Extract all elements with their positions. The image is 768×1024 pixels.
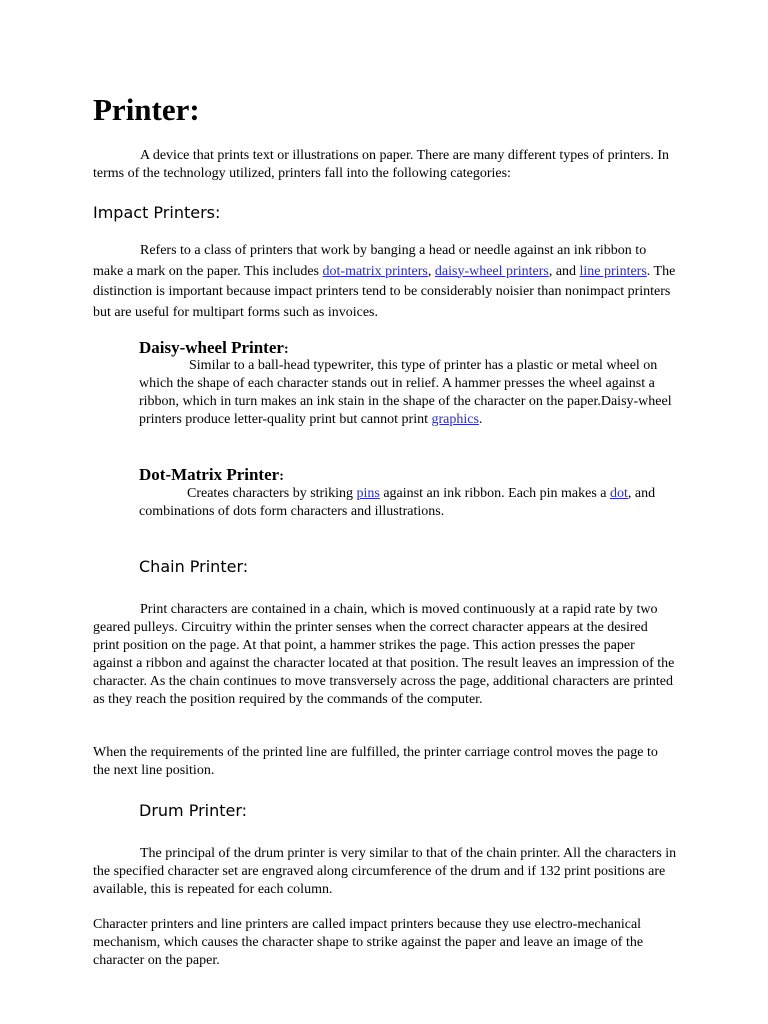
dot-matrix-paragraph: Creates characters by striking pins against an ink ribbon. Each pin makes a dot, and combinations of dots form characters and illustrations. xyxy=(139,486,656,519)
impact-printers-paragraph: Refers to a class of printers that work by banging a head or needle against an ink ribbon to make a mark on the paper. This includes dot-matrix printers, daisy-wheel printers, and line printers. The distinction is important because impact printers tend to be considerably noisier than nonimpact printers but are useful for multipart forms such as invoices. xyxy=(93,243,676,320)
line-printers-link[interactable]: line printers xyxy=(579,263,647,279)
intro-paragraph: A device that prints text or illustrations on paper. There are many different types of printers. In terms of the technology utilized, printers fall into the following categories: xyxy=(93,148,669,181)
page-title: Printer: xyxy=(93,92,200,127)
drum-printer-paragraph: The principal of the drum printer is very similar to that of the chain printer. All the characters in the specified character set are engraved along circumference of the drum and if 132 print positions are available, this is repeated for each column. xyxy=(93,846,677,897)
graphics-link[interactable]: graphics xyxy=(431,412,479,427)
dot-matrix-printers-link[interactable]: dot-matrix printers xyxy=(322,263,428,279)
chain-printer-paragraph: Print characters are contained in a chain, which is moved continuously at a rapid rate by two geared pulleys. Circuitry within the printer senses when the correct character appears at the desired print position on the page. At that point, a hammer strikes the page. This action presses the paper against a ribbon and against the character located at that position. The result leaves an impression of the character. As the chain continues to move transversely across the page, additional characters are printed as they reach the position required by the commands of the computer. xyxy=(93,602,675,707)
drum-printer-paragraph-2: Character printers and line printers are called impact printers because they use electro-mechanical mechanism, which causes the character shape to strike against the paper and leave an image of the character on the paper. xyxy=(93,917,644,968)
dot-matrix-heading: Dot-Matrix Printer: xyxy=(139,465,284,484)
impact-printers-heading: Impact Printers: xyxy=(93,203,221,222)
drum-printer-heading: Drum Printer: xyxy=(139,801,248,820)
chain-printer-heading: Chain Printer: xyxy=(139,557,249,576)
dot-link[interactable]: dot xyxy=(610,486,628,501)
pins-link[interactable]: pins xyxy=(356,486,380,501)
daisy-wheel-printers-link[interactable]: daisy-wheel printers xyxy=(434,263,549,279)
daisy-wheel-heading: Daisy-wheel Printer: xyxy=(139,338,289,357)
chain-printer-paragraph-2: When the requirements of the printed line are fulfilled, the printer carriage control moves the page to the next line position. xyxy=(93,745,658,778)
daisy-wheel-paragraph: Similar to a ball-head typewriter, this type of printer has a plastic or metal wheel on which the shape of each character stands out in relief. A hammer presses the wheel against a ribbon, which in turn makes an ink stain in the shape of the character on the paper.Daisy-wheel printers produce letter-quality print but cannot print graphics. xyxy=(139,358,672,427)
